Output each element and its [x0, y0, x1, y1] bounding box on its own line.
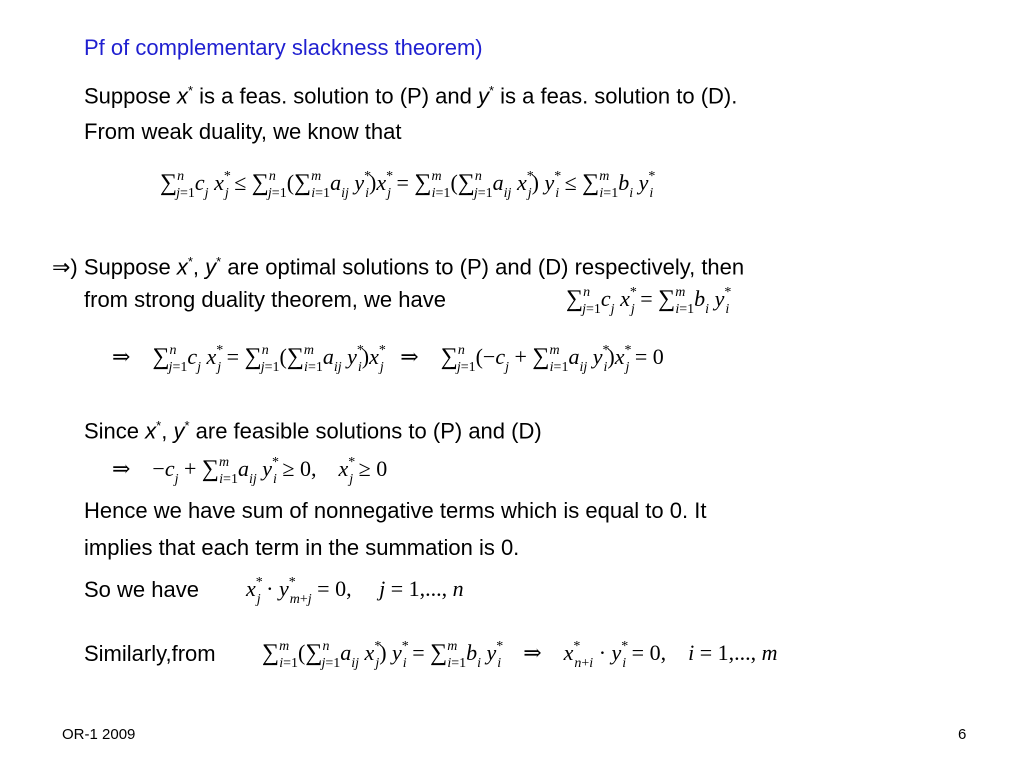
- slide-title: Pf of complementary slackness theorem): [84, 35, 483, 60]
- line-suppose-optimal: ⇒) Suppose x*, y* are optimal solutions to (P) and (D) respectively, then: [52, 254, 745, 280]
- line-so-we-have: So we have: [84, 577, 199, 602]
- equation-equality-chain: ⇒ $\sum^n_{j=1}c_j$ $x^*_j = \sum^n_{j=1}(\sum^m_{i=1}a_{ij}$ $y^*_i)x^*_j$ ⇒ $\sum^n_{j=1}(-c_j + \sum^m_{i=1}a_{ij}$ $y^*_i)x^*_j = 0$: [112, 342, 664, 376]
- equation-slackness-primal: $x^*_j \cdot y^*_{m+j} = 0$, j = 1,..., n: [246, 574, 464, 608]
- footer-page-number: 6: [958, 726, 967, 743]
- line-weak-duality: From weak duality, we know that: [84, 119, 402, 144]
- equation-strong-duality: $\sum^n_{j=1}c_j$ $x^*_j = \sum^m_{i=1}b_i$ $y^*_i$: [566, 284, 732, 318]
- implies-marker: ⇒): [52, 254, 78, 280]
- equation-slackness-dual: $\sum^m_{i=1}(\sum^n_{j=1}a_{ij}$ $x^*_j$) $y^*_i = \sum^m_{i=1}b_i$ $y^*_i$ ⇒ $x^*_{n+i} \cdot y^*_i = 0$, i = 1,..., m: [262, 638, 778, 672]
- line-hence-2: implies that each term in the summation is 0.: [84, 535, 520, 560]
- footer-course-label: OR-1 2009: [62, 726, 136, 743]
- line-hence-1: Hence we have sum of nonnegative terms which is equal to 0. It: [84, 498, 707, 523]
- line-strong-duality: from strong duality theorem, we have: [84, 287, 446, 312]
- line-similarly: Similarly,from: [84, 641, 216, 666]
- equation-nonnegativity: ⇒ $-c_j + \sum^m_{i=1}a_{ij}$ $y^*_i \ge 0$, $x^*_j \ge 0$: [112, 454, 388, 488]
- line-since-feasible: Since x*, y* are feasible solutions to (P) and (D): [84, 418, 542, 444]
- line-suppose-feasible: Suppose x* is a feas. solution to (P) and y* is a feas. solution to (D).: [84, 83, 738, 109]
- equation-weak-duality: $\sum^n_{j=1}c_j$ $x^*_j \le \sum^n_{j=1}(\sum^m_{i=1}a_{ij}$ $y^*_i)x^*_j = \sum^m_{i=1}(\sum^n_{j=1}a_{ij}$ $x^*_j$) $y^*_i \le \sum^m_{i=1}b_i$ $y^*_i$: [160, 168, 656, 202]
